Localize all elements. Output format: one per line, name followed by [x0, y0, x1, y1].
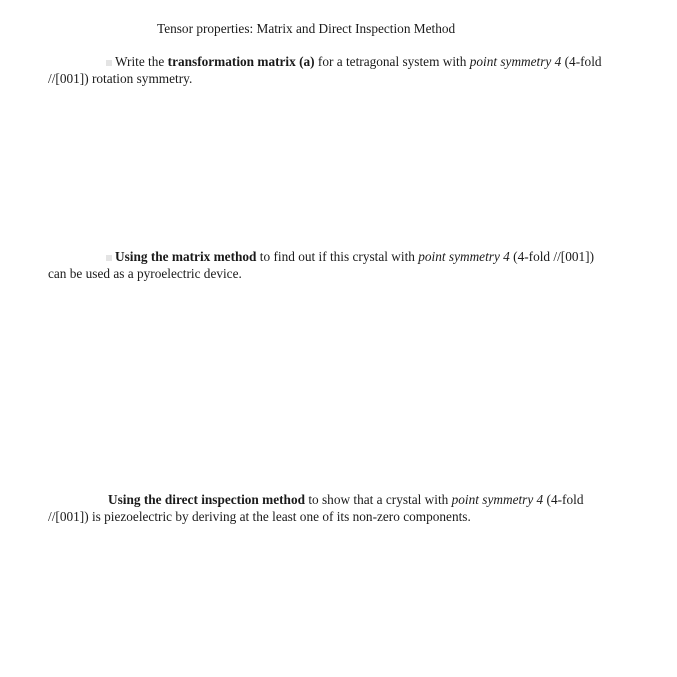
- question-2-line-2: can be used as a pyroelectric device.: [48, 266, 242, 281]
- question-3-line-2: //[001]) is piezoelectric by deriving at the least one of its non-zero components.: [48, 509, 471, 524]
- question-1-tail: (4-fold: [561, 54, 602, 69]
- question-1: [48, 53, 638, 87]
- question-1-line-1: [48, 53, 638, 70]
- question-1-lead: Write the: [115, 54, 168, 69]
- question-2-italic: point symmetry 4: [418, 249, 510, 264]
- question-1-line-2: //[001]) rotation symmetry.: [48, 71, 193, 86]
- question-2-bold: Using the matrix method: [115, 249, 257, 264]
- question-3: [48, 491, 638, 525]
- page-title: Tensor properties: Matrix and Direct Inspection Method: [157, 21, 456, 36]
- question-1-mid: for a tetragonal system with: [314, 54, 470, 69]
- question-3-tail: (4-fold: [543, 492, 584, 507]
- question-2: [48, 248, 638, 282]
- question-3-italic: point symmetry 4: [451, 492, 544, 507]
- question-2-mid: to find out if this crystal with: [256, 249, 419, 264]
- question-3-bold: Using the direct inspection method: [108, 492, 305, 507]
- question-1-bold: transformation matrix (a): [167, 54, 315, 69]
- question-3-line-1: [48, 491, 638, 508]
- question-1-italic: point symmetry 4: [469, 54, 562, 69]
- question-2-tail: (4-fold //[001]): [509, 249, 595, 264]
- bullet-marker: [106, 60, 112, 66]
- question-2-line-1: [48, 248, 638, 265]
- bullet-marker: [106, 255, 112, 261]
- question-3-mid: to show that a crystal with: [305, 492, 452, 507]
